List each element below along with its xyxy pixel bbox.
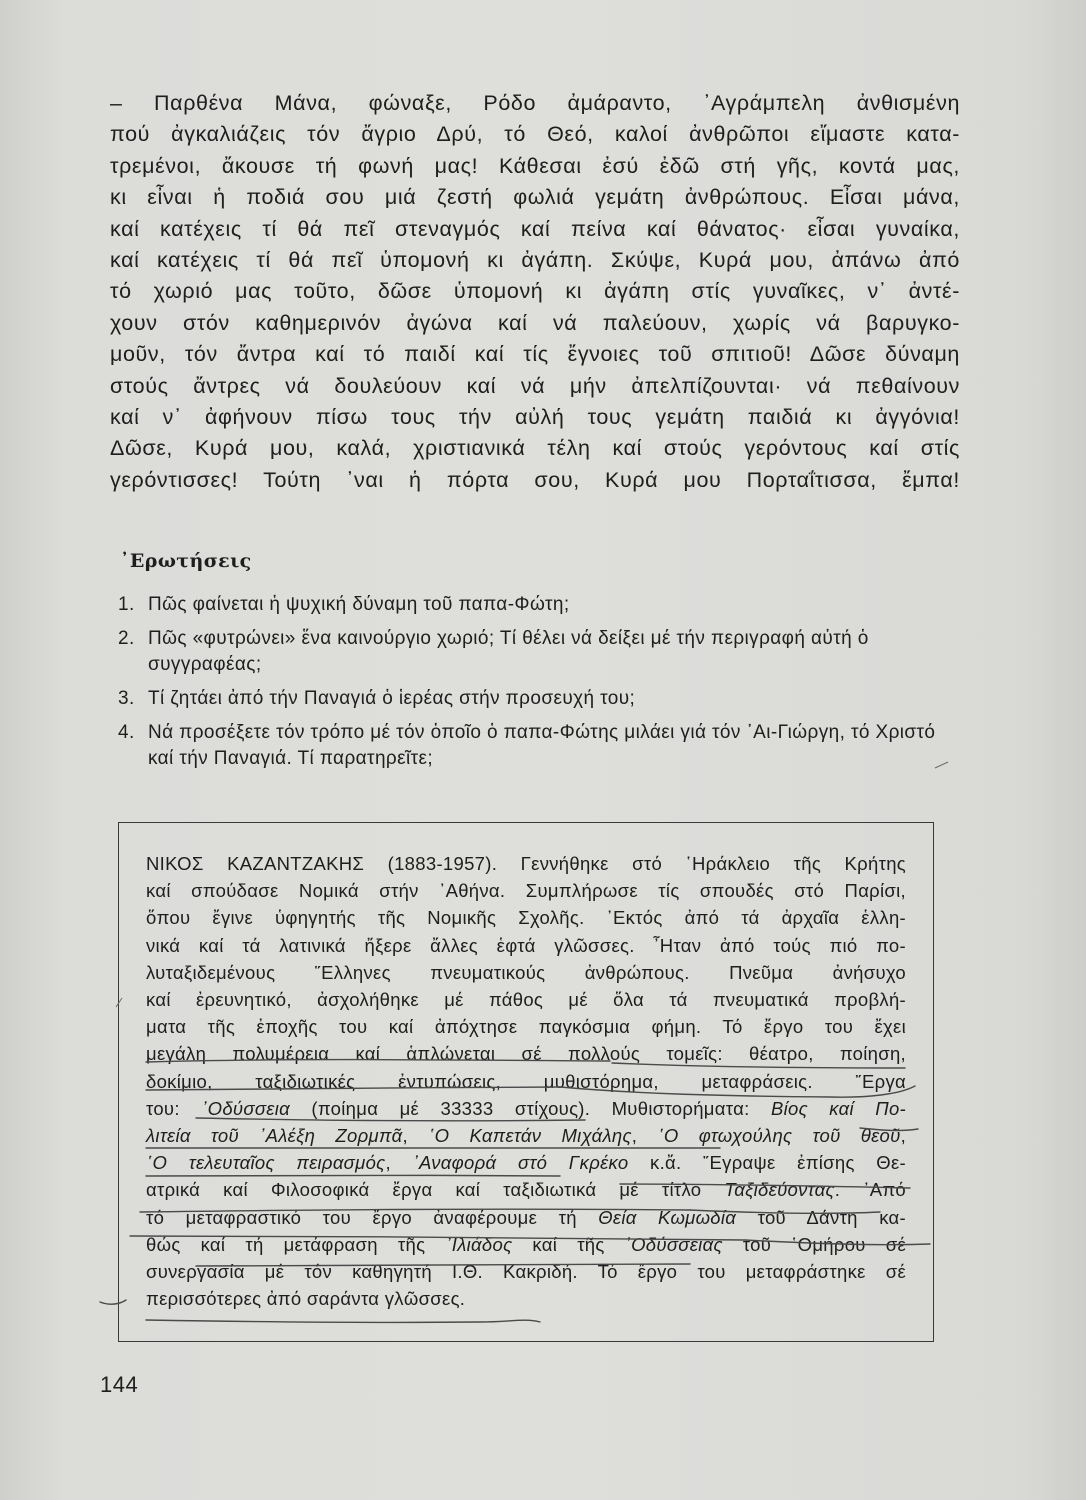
- work-title: Βίος καί Πο-: [770, 1097, 907, 1119]
- bio-text: τό μεταφραστικό του ἔργο ἀναφέρουμε τή: [146, 1206, 599, 1228]
- bio-line: [146, 1095, 906, 1122]
- bio-line: ματα τῆς ἐποχῆς του καί ἀπόχτησε παγκόσμια φήμη. Τό ἔργο του ἔχει: [146, 1016, 906, 1038]
- prayer-paragraph: [110, 88, 960, 496]
- question-number: 2.: [118, 628, 135, 649]
- question-text: Τί ζητάει ἀπό τήν Παναγιά ὁ ἱερέας στήν προσευχή του;: [148, 688, 636, 709]
- bio-text: τοῦ Δάντη κα-: [736, 1206, 906, 1228]
- question-item: [118, 626, 948, 678]
- prayer-line: τό χωριό μας τοῦτο, δῶσε ὑπομονή κι ἀγάπη στίς γυναῖκες, ν᾿ ἀντέ-: [110, 279, 960, 304]
- bio-line: καί ἐρευνητικό, ἀσχολήθηκε μέ πάθος μέ ὅλα τά πνευματικά προβλή-: [146, 989, 906, 1011]
- bio-line: [146, 1122, 906, 1149]
- question-number: 4.: [118, 722, 135, 743]
- bio-text: ,: [385, 1152, 413, 1174]
- work-title: ῾Ο τελευταῖος πειρασμός: [146, 1152, 386, 1174]
- work-title: ῾Ο Καπετάν Μιχάλης: [428, 1125, 632, 1147]
- work-title: Ταξιδεύοντας: [724, 1179, 835, 1201]
- question-item: [118, 686, 948, 712]
- bio-text: . ᾿Από: [834, 1179, 906, 1201]
- prayer-line: – Παρθένα Μάνα, φώναξε, Ρόδο ἀμάραντο, ᾿Αγράμπελη ἀνθισμένη: [110, 91, 960, 115]
- prayer-line: καί κατέχεις τί θά πεῖ ὑπομονή κι ἀγάπη. Σκύψε, Κυρά μου, ἀπάνω ἀπό: [110, 248, 960, 273]
- bio-line: καί σπούδασε Νομικά στήν ᾿Αθήνα. Συμπλήρωσε τίς σπουδές στό Παρίσι,: [146, 880, 906, 902]
- bio-text: ,: [900, 1125, 907, 1147]
- bio-line: λυταξιδεμένους ῞Ελληνες πνευματικούς ἀνθρώπους. Πνεῦμα ἀνήσυχο: [146, 961, 906, 983]
- question-number: 3.: [118, 688, 135, 709]
- question-text: Πῶς «φυτρώνει» ἕνα καινούργιο χωριό; Τί θέλει νά δείξει μέ τήν περιγραφή αὐτή ὁ συγγραφέας;: [148, 628, 869, 675]
- bio-line: [146, 1231, 906, 1258]
- prayer-line: τρεμένοι, ἄκουσε τή φωνή μας! Κάθεσαι ἐσύ ἐδῶ στή γῆς, κοντά μας,: [110, 153, 960, 178]
- work-title: ᾿Ιλιάδος: [445, 1233, 513, 1255]
- question-item: [118, 720, 948, 772]
- author-bio: [146, 850, 906, 1312]
- question-text: Νά προσέξετε τόν τρόπο μέ τόν ὁποῖο ὁ παπα-Φώτης μιλάει γιά τόν ᾿Αι-Γιώργη, τό Χριστό καί τήν Παναγιά. Τί παρατηρεῖτε;: [148, 722, 936, 769]
- question-text: Πῶς φαίνεται ἡ ψυχική δύναμη τοῦ παπα-Φώτη;: [148, 594, 570, 615]
- bio-text: του:: [146, 1097, 202, 1119]
- bio-line: [146, 1149, 906, 1176]
- bio-text: κ.ἄ. ῎Εγραψε ἐπίσης Θε-: [628, 1152, 906, 1174]
- work-title: ᾿Οδύσσειας: [624, 1233, 723, 1255]
- bio-line: μεγάλη πολυμέρεια καί ἁπλώνεται σέ πολλούς τομεῖς: θέατρο, ποίηση,: [146, 1043, 906, 1065]
- questions-heading: ᾿Ερωτήσεις: [120, 550, 252, 572]
- bio-line: συνεργασία μέ τόν καθηγητή Ι.Θ. Κακριδή. Τό ἔργο του μεταφράστηκε σέ: [146, 1261, 906, 1283]
- bio-line: δοκίμιο, ταξιδιωτικές ἐντυπώσεις, μυθιστόρημα, μεταφράσεις. ῎Εργα: [146, 1070, 906, 1092]
- prayer-line: καί ν᾿ ἀφήνουν πίσω τους τήν αὐλή τους γεμάτη παιδιά κι ἀγγόνια!: [110, 405, 960, 430]
- prayer-line: καί κατέχεις τί θά πεῖ στεναγμός καί πείνα καί θάνατος· εἶσαι γυναίκα,: [110, 216, 960, 241]
- bio-text: ατρικά καί Φιλοσοφικά ἔργα καί ταξιδιωτικά μέ τίτλο: [146, 1179, 725, 1201]
- bio-text: ,: [631, 1125, 658, 1147]
- work-title: ᾿Οδύσσεια: [201, 1097, 290, 1119]
- work-title: ᾿Αναφορά στό Γκρέκο: [412, 1152, 629, 1174]
- question-number: 1.: [118, 594, 135, 615]
- prayer-line: στούς ἄντρες νά δουλεύουν καί νά μήν ἀπελπίζουνται· νά πεθαίνουν: [110, 373, 960, 398]
- questions-list: [118, 592, 948, 780]
- prayer-line: μοῦν, τόν ἄντρα καί τό παιδί καί τίς ἔγνοιες τοῦ σπιτιοῦ! Δῶσε δύναμη: [110, 342, 960, 367]
- prayer-line: χουν στόν καθημερινόν ἀγώνα καί νά παλεύουν, χωρίς νά βαρυγκο-: [110, 310, 960, 335]
- bio-line: νικά καί τά λατινικά ἤξερε ἄλλες ἑφτά γλῶσσες. ῏Ηταν ἀπό τούς πιό πο-: [146, 934, 906, 956]
- work-title: λιτεία τοῦ ᾿Αλέξη Ζορμπᾶ: [146, 1125, 403, 1147]
- bio-line: [146, 1176, 906, 1203]
- prayer-line: Δῶσε, Κυρά μου, καλά, χριστιανικά τέλη καί στούς γερόντους καί στίς: [110, 436, 960, 461]
- work-title: ῾Ο φτωχούλης τοῦ θεοῦ: [657, 1125, 901, 1147]
- bio-line: ΝΙΚΟΣ ΚΑΖΑΝΤΖΑΚΗΣ (1883-1957). Γεννήθηκε στό ῾Ηράκλειο τῆς Κρήτης: [146, 853, 906, 874]
- prayer-line: γερόντισσες! Τούτη ᾿ναι ἡ πόρτα σου, Κυρά μου Πορταΐτισσα, ἔμπα!: [110, 467, 960, 492]
- bio-line: [146, 1204, 906, 1231]
- bio-line: ὅπου ἔγινε ὑφηγητής τῆς Νομικῆς Σχολῆς. ᾿Εκτός ἀπό τά ἀρχαῖα ἑλλη-: [146, 907, 906, 929]
- bio-text: (ποίημα μέ 33333 στίχους). Μυθιστορήματα:: [290, 1097, 771, 1119]
- page-number: 144: [100, 1372, 139, 1397]
- work-title: Θεία Κωμωδία: [598, 1206, 737, 1228]
- bio-text: καί τῆς: [512, 1233, 625, 1255]
- question-item: [118, 592, 948, 618]
- bio-text: τοῦ ῾Ομήρου σέ: [722, 1233, 907, 1255]
- prayer-line: κι εἶναι ἡ ποδιά σου μιά ζεστή φωλιά γεμάτη ἀνθρώπους. Εἶσαι μάνα,: [110, 185, 960, 210]
- bio-text: θώς καί τή μετάφραση τῆς: [146, 1233, 446, 1255]
- prayer-line: πού ἀγκαλιάζεις τόν ἄγριο Δρύ, τό Θεό, καλοί ἀνθρῶποι εἴμαστε κατα-: [110, 122, 960, 147]
- bio-text: ,: [402, 1125, 429, 1147]
- bio-line: περισσότερες ἀπό σαράντα γλῶσσες.: [146, 1288, 466, 1310]
